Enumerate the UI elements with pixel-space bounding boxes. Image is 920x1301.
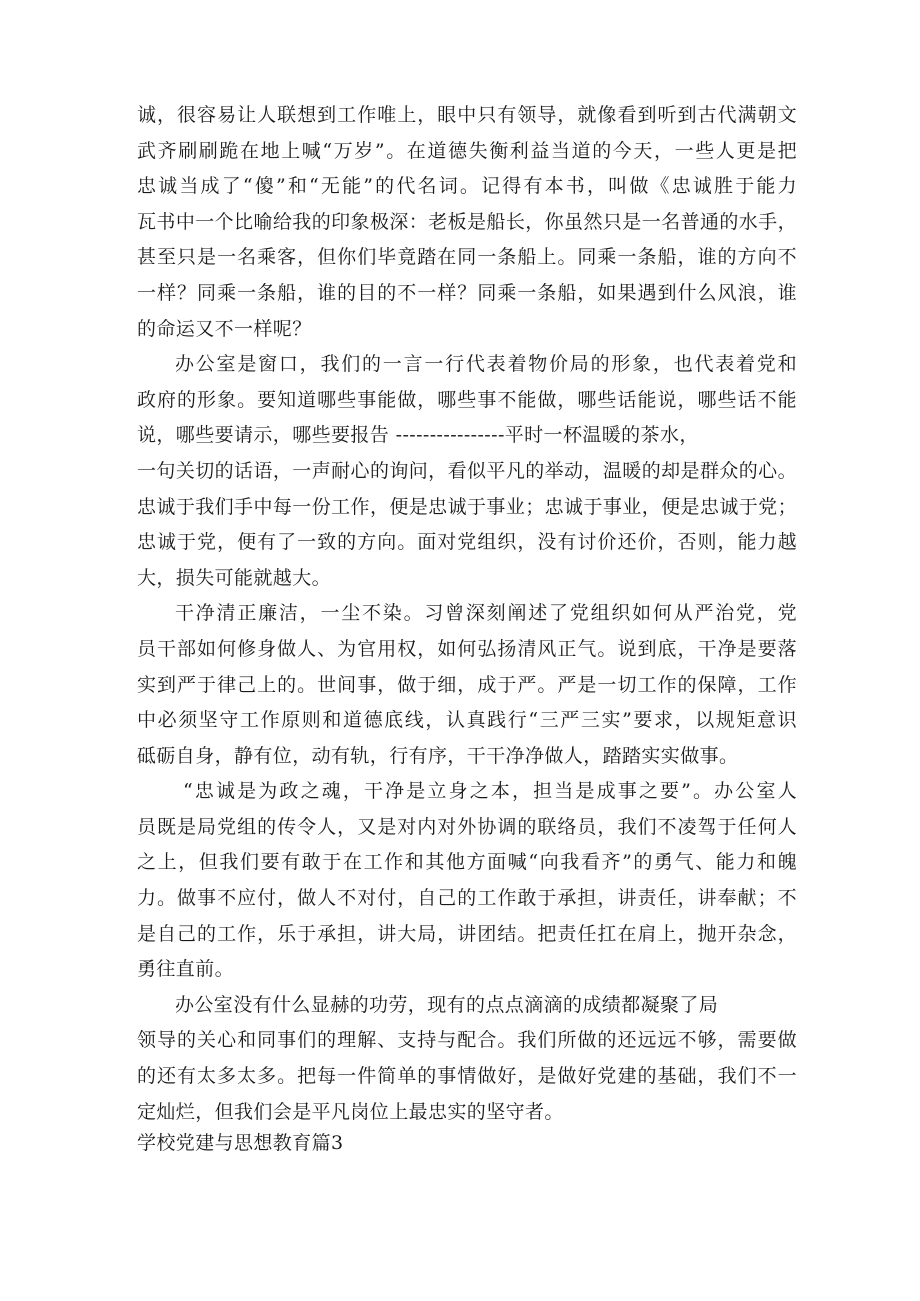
paragraph-office-conclusion (137, 988, 797, 1130)
text-line: 甚至只是一名乘客，但你们毕竟踏在同一条船上。同乘一条船，谁的方向不 (137, 246, 797, 269)
text-line: 忠诚当成了“傻”和“无能”的代名词。记得有本书，叫做《忠诚胜于能力 (137, 175, 797, 198)
text-line: 武齐刷刷跪在地上喊“万岁”。在道德失衡利益当道的今天，一些人更是把 (137, 139, 797, 162)
text-line: 忠诚于党，便有了一致的方向。面对党组织，没有讨价还价，否则，能力越 (137, 531, 797, 554)
text-line: 中必须坚守工作原则和道德底线，认真践行“三严三实”要求，以规矩意识 (137, 709, 797, 732)
paragraph-responsibility (137, 774, 797, 988)
text-line: 诚，很容易让人联想到工作唯上，眼中只有领导，就像看到听到古代满朝文 (137, 104, 797, 126)
text-line: 实到严于律己上的。世间事，做于细，成于严。严是一切工作的保障，工作 (137, 673, 797, 696)
text-line: 忠诚于我们手中每一份工作，便是忠诚于事业；忠诚于事业，便是忠诚于党； (137, 495, 797, 518)
text-line: 的还有太多太多。把每一件简单的事情做好，是做好党建的基础，我们不一 (137, 1065, 797, 1088)
text-line: 员干部如何修身做人、为官用权，如何弘扬清风正气。说到底，干净是要落 (137, 637, 797, 660)
text-line: 力。做事不应付，做人不对付，自己的工作敢于承担，讲责任，讲奉献；不 (137, 887, 797, 910)
paragraph-clean-integrity (137, 596, 797, 774)
text-line: 瓦书中一个比喻给我的印象极深：老板是船长，你虽然只是一名普通的水手， (137, 210, 797, 233)
text-line: 之上，但我们要有敢于在工作和其他方面喊“向我看齐”的勇气、能力和魄 (137, 851, 797, 874)
text-line: 是自己的工作，乐于承担，讲大局，讲团结。把责任扛在肩上，抛开杂念， (137, 922, 797, 945)
text-line: 员既是局党组的传令人，又是对内对外协调的联络员，我们不凌驾于任何人 (137, 815, 797, 838)
paragraph-office-window (137, 347, 797, 596)
text-line: “忠诚是为政之魂，干净是立身之本，担当是成事之要”。办公室人 (183, 780, 797, 803)
text-line: 政府的形象。要知道哪些事能做，哪些事不能做，哪些话能说，哪些话不能 (137, 388, 797, 411)
text-line: 砥砺自身，静有位，动有轨，行有序，干干净净做人，踏踏实实做事。 (137, 744, 739, 767)
text-line: 勇往直前。 (137, 958, 235, 981)
body-text (137, 98, 797, 1130)
text-line: 干净清正廉洁，一尘不染。习曾深刻阐述了党组织如何从严治党，党 (175, 602, 797, 625)
text-line: 一样？同乘一条船，谁的目的不一样？同乘一条船，如果遇到什么风浪，谁 (137, 281, 797, 304)
text-line: 办公室是窗口，我们的一言一行代表着物价局的形象，也代表着党和 (175, 353, 797, 376)
text-line: 办公室没有什么显赫的功劳，现有的点点滴滴的成绩都凝聚了局 (175, 993, 719, 1016)
paragraph-loyalty-intro (137, 98, 797, 347)
text-line: 一句关切的话语，一声耐心的询问，看似平凡的举动，温暖的却是群众的心。 (137, 459, 797, 482)
text-line: 说，哪些要请示，哪些要报告 ----------------平时一杯温暖的茶水， (137, 424, 699, 447)
text-line: 的命运又不一样呢？ (137, 317, 312, 340)
text-line: 领导的关心和同事们的理解、支持与配合。我们所做的还远远不够，需要做 (137, 1029, 797, 1052)
section-heading: 学校党建与思想教育篇3 (137, 1132, 344, 1154)
text-line: 大，损失可能就越大。 (137, 566, 332, 589)
text-line: 定灿烂，但我们会是平凡岗位上最忠实的坚守者。 (137, 1100, 564, 1123)
